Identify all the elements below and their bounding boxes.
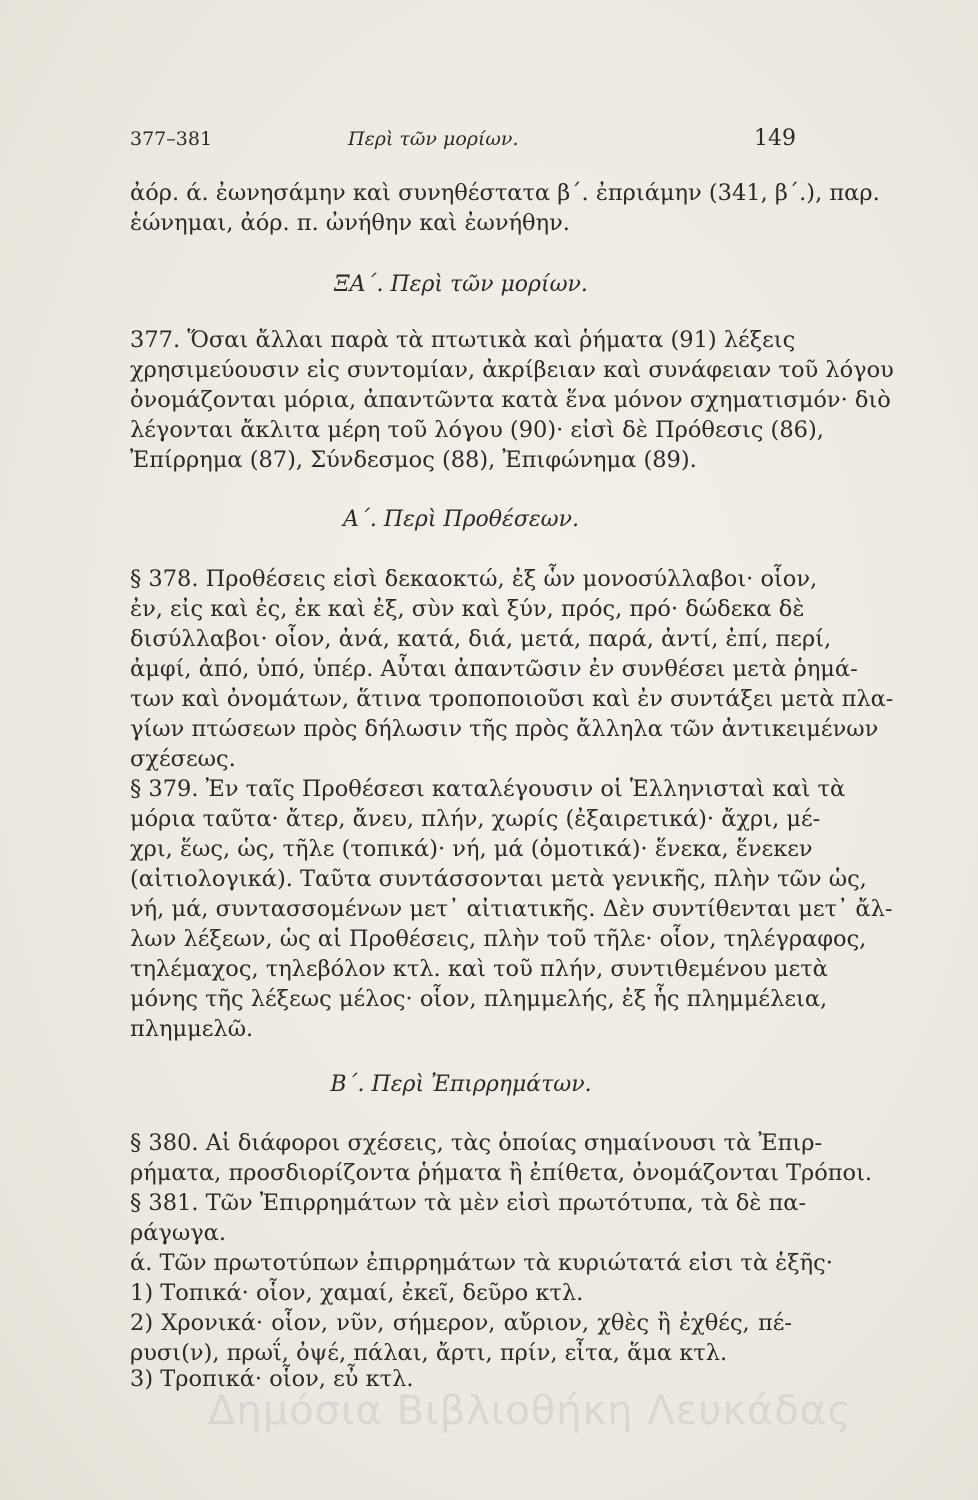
section-heading: Α΄. Περὶ Προθέσεων. bbox=[343, 507, 579, 532]
text-line: μόρια ταῦτα· ἄτερ, ἄνευ, πλήν, χωρίς (ἐξαιρετικά)· ἄχρι, μέ- bbox=[130, 806, 821, 832]
text-line: ἀμφί, ἀπό, ὑπό, ὑπέρ. Αὗται ἀπαντῶσιν ἐν συνθέσει μετὰ ῥημά- bbox=[130, 656, 858, 682]
text-line: § 380. Αἱ διάφοροι σχέσεις, τὰς ὁποίας σημαίνουσι τὰ Ἐπιρ- bbox=[130, 1130, 823, 1156]
text-line: ρυσι(ν), πρωΐ, ὀψέ, πάλαι, ἄρτι, πρίν, εἶτα, ἅμα κτλ. bbox=[130, 1340, 728, 1366]
text-line: σχέσεως. bbox=[130, 746, 236, 772]
library-watermark: Δημόσια Βιβλιοθήκη Λευκάδας bbox=[208, 1388, 852, 1434]
running-title: Περὶ τῶν μορίων. bbox=[348, 128, 519, 150]
section-heading: Β΄. Περὶ Ἐπιρρημάτων. bbox=[330, 1072, 592, 1097]
text-line: δισύλλαβοι· οἷον, ἀνά, κατά, διά, μετά, παρά, ἀντί, ἐπί, περί, bbox=[130, 626, 832, 652]
text-line: Ἐπίρρημα (87), Σύνδεσμος (88), Ἐπιφώνημα (89). bbox=[130, 447, 697, 473]
text-line: ὀνομάζονται μόρια, ἀπαντῶντα κατὰ ἕνα μόνον σχηματισμόν· διὸ bbox=[130, 387, 891, 413]
text-line: § 379. Ἐν ταῖς Προθέσεσι καταλέγουσιν οἱ Ἑλληνισταὶ καὶ τὰ bbox=[130, 776, 846, 802]
text-line: ἑώνημαι, ἀόρ. π. ὠνήθην καὶ ἐωνήθην. bbox=[130, 210, 570, 236]
text-line: των καὶ ὀνομάτων, ἅτινα τροποποιοῦσι καὶ ἐν συντάξει μετὰ πλα- bbox=[130, 686, 894, 712]
text-line: λων λέξεων, ὡς αἱ Προθέσεις, πλὴν τοῦ τῆλε· οἷον, τηλέγραφος, bbox=[130, 926, 867, 952]
text-line: 1) Τοπικά· οἷον, χαμαί, ἐκεῖ, δεῦρο κτλ. bbox=[130, 1280, 584, 1306]
text-line: πλημμελῶ. bbox=[130, 1016, 254, 1042]
text-line: νή, μά, συντασσομένων μετ᾽ αἰτιατικῆς. Δὲν συντίθενται μετ᾽ ἄλ- bbox=[130, 896, 893, 922]
text-line: γίων πτώσεων πρὸς δήλωσιν τῆς πρὸς ἄλληλα τῶν ἀντικειμένων bbox=[130, 716, 879, 742]
text-line: χρι, ἕως, ὡς, τῆλε (τοπικά)· νή, μά (ὀμοτικά)· ἕνεκα, ἕνεκεν bbox=[130, 836, 813, 862]
page-number: 149 bbox=[754, 126, 796, 151]
text-line: ά. Τῶν πρωτοτύπων ἐπιρρημάτων τὰ κυριώτατά εἰσι τὰ ἑξῆς· bbox=[130, 1250, 833, 1276]
text-line: ράγωγα. bbox=[130, 1220, 227, 1246]
text-line: § 381. Τῶν Ἐπιρρημάτων τὰ μὲν εἰσὶ πρωτότυπα, τὰ δὲ πα- bbox=[130, 1190, 807, 1216]
text-line: 3) Τροπικά· οἷον, εὖ κτλ. bbox=[130, 1366, 414, 1392]
text-line: ρήματα, προσδιορίζοντα ῥήματα ἢ ἐπίθετα, ὀνομάζονται Τρόποι. bbox=[130, 1160, 873, 1186]
text-line: (αἰτιολογικά). Ταῦτα συντάσσονται μετὰ γενικῆς, πλὴν τῶν ὡς, bbox=[130, 866, 867, 892]
text-line: § 378. Προθέσεις εἰσὶ δεκαοκτώ, ἐξ ὧν μονοσύλλαβοι· οἷον, bbox=[130, 566, 818, 592]
section-range: 377–381 bbox=[130, 128, 213, 150]
text-line: χρησιμεύουσιν εἰς συντομίαν, ἀκρίβειαν καὶ συνάφειαν τοῦ λόγου bbox=[130, 357, 894, 383]
text-line: 2) Χρονικά· οἷον, νῦν, σήμερον, αὔριον, χθὲς ἢ ἐχθές, πέ- bbox=[130, 1310, 792, 1336]
text-line: ἀόρ. ά. ἐωνησάμην καὶ συνηθέστατα β΄. ἐπριάμην (341, β΄.), παρ. bbox=[130, 180, 880, 206]
text-line: 377. Ὅσαι ἄλλαι παρὰ τὰ πτωτικὰ καὶ ῥήματα (91) λέξεις bbox=[130, 327, 796, 353]
text-line: μόνης τῆς λέξεως μέλος· οἷον, πλημμελής, ἐξ ἧς πλημμέλεια, bbox=[130, 986, 828, 1012]
section-heading: ΞΑ΄. Περὶ τῶν μορίων. bbox=[334, 272, 588, 297]
text-line: τηλέμαχος, τηλεβόλον κτλ. καὶ τοῦ πλήν, συντιθεμένου μετὰ bbox=[130, 956, 828, 982]
text-line: λέγονται ἄκλιτα μέρη τοῦ λόγου (90)· εἰσὶ δὲ Πρόθεσις (86), bbox=[130, 417, 824, 443]
running-header bbox=[130, 128, 796, 158]
text-line: ἐν, εἰς καὶ ἐς, ἐκ καὶ ἐξ, σὺν καὶ ξύν, πρός, πρό· δώδεκα δὲ bbox=[130, 596, 805, 622]
